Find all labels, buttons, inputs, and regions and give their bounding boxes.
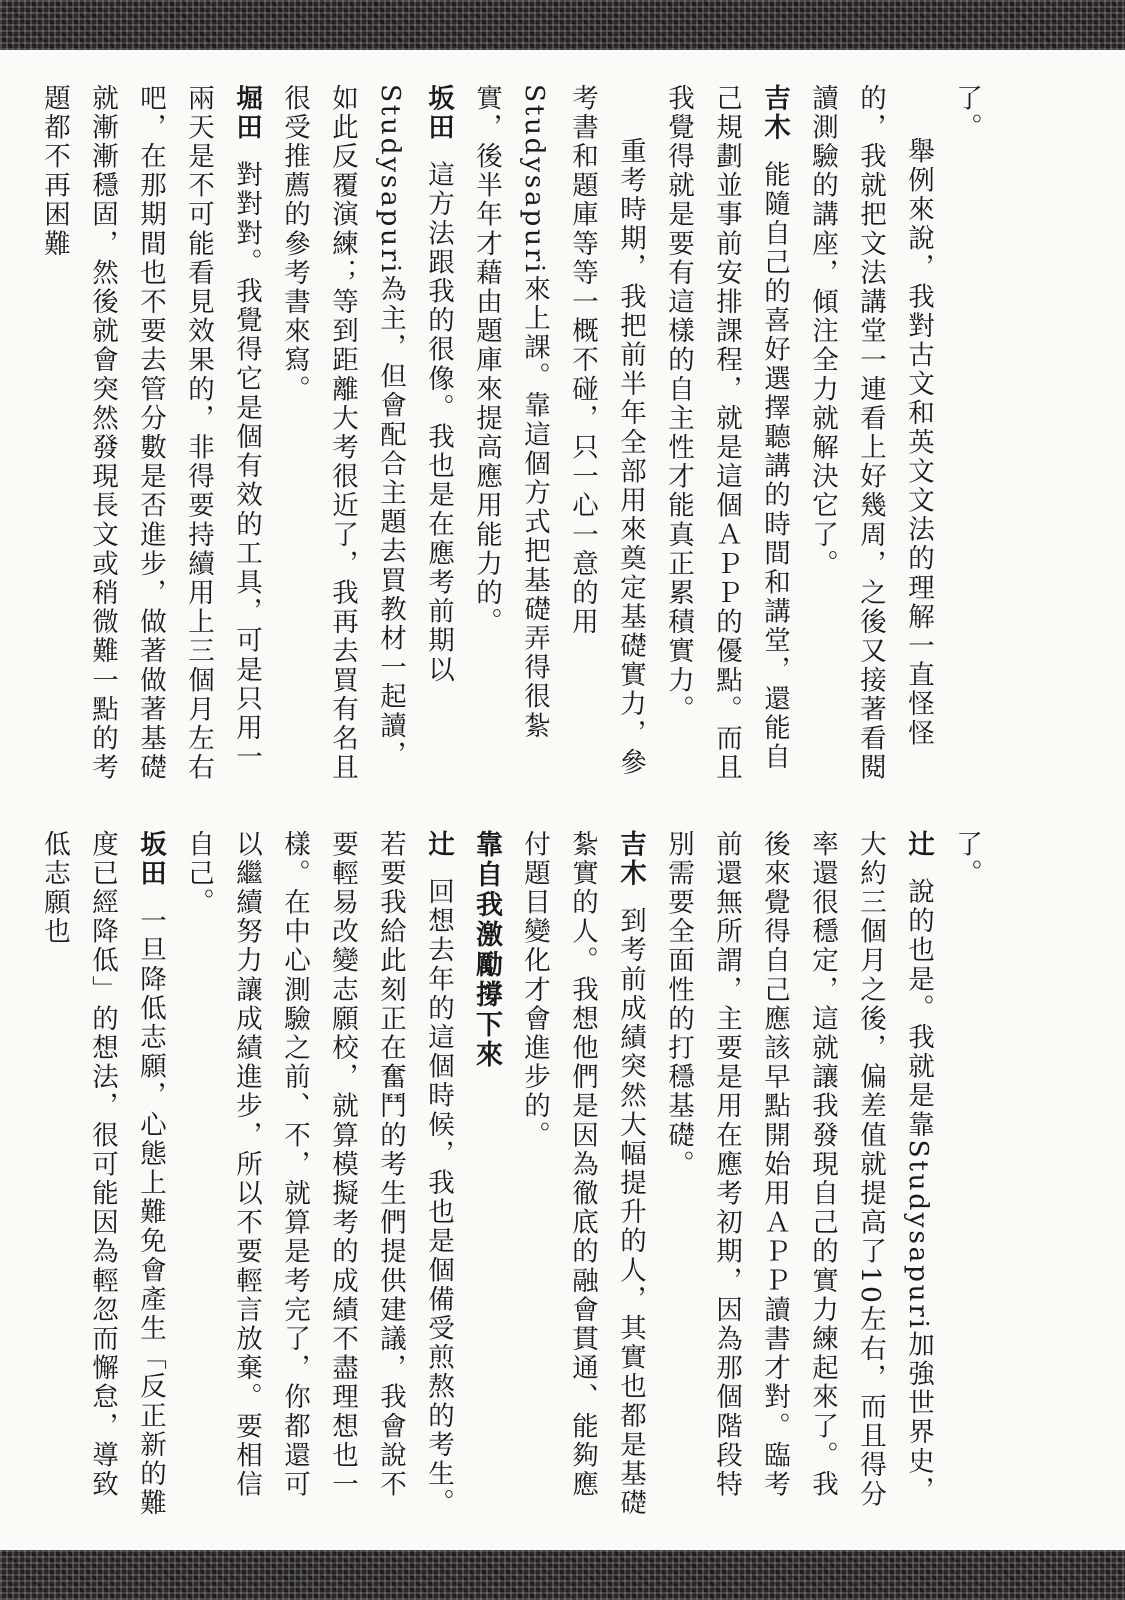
text-block-top [39, 84, 990, 784]
speaker-name: 坂田 [135, 830, 166, 889]
utterance-text: 一旦降低志願，心態上難免會產生「反正新的難度已經降低」的想法，很可能因為輕忽而懈怠，導致低志願也 [39, 830, 166, 1518]
utterance-text: 到考前成績突然大幅提升的人，其實也都是基礎紮實的人。我想他們是因為徹底的融會貫通、能夠應付題目變化才會進步的。 [519, 830, 646, 1518]
speaker-name: 辻 [903, 830, 934, 860]
speaker-name: 吉木 [615, 830, 646, 889]
utterance [654, 84, 798, 784]
utterance [654, 830, 942, 1520]
decorative-band-top [0, 0, 1125, 50]
utterance [30, 84, 270, 784]
paragraph: 了。 [951, 84, 982, 143]
utterance [30, 830, 174, 1520]
decorative-band-bottom [0, 1550, 1125, 1600]
text-block-bottom [39, 830, 990, 1520]
speaker-name: 坂田 [423, 84, 454, 143]
utterance [174, 830, 462, 1520]
section-heading: 靠自我激勵撐下來 [471, 830, 502, 1070]
speaker-name: 吉木 [759, 84, 790, 143]
paragraph: 重考時期，我把前半年全部用來奠定基礎實力，參考書和題庫等等一概不碰，只一心一意的用Studysapuri來上課。靠這個方式把基礎弄得很紮實，後半年才藉由題庫來提高應用能力的。 [471, 84, 646, 778]
utterance-text: 對對對。我覺得它是個有效的工具，可是只用一兩天是不可能看見效果的，非得要持續用上三個月左右吧，在那期間也不要去管分數是否進步，做著做著基礎就漸漸穩固，然後就會突然發現長文或稍微難一點的考題都不再困難 [39, 84, 262, 783]
utterance-text: 能隨自己的喜好選擇聽講的時間和講堂，還能自己規劃並事前安排課程，就是這個ＡＰＰ的優點。而且我覺得就是要有這樣的自主性才能真正累積實力。 [663, 84, 790, 783]
speaker-name: 辻 [423, 830, 454, 860]
paragraph: 了。 [951, 830, 982, 889]
utterance-text: 回想去年的這個時候，我也是個備受煎熬的考生。若要我給此刻正在奮鬥的考生們提供建議，我會說不要輕易改變志願校，就算模擬考的成績不盡理想也一樣。在中心測驗之前、不，就算是考完了，你都還可以繼續努力讓成績進步，所以不要輕言放棄。要相信自己。 [183, 830, 454, 1518]
paragraph: 舉例來說，我對古文和英文文法的理解一直怪怪的，我就把文法講堂一連看上好幾周，之後又接著看閱讀測驗的講座，傾注全力就解決它了。 [807, 84, 934, 783]
speaker-name: 堀田 [231, 84, 262, 143]
utterance [510, 830, 654, 1520]
utterance-text: 說的也是。我就是靠Studysapuri加強世界史，大約三個月之後，偏差值就提高了10左右，而且得分率還很穩定，這就讓我發現自己的實力練起來了。我後來覺得自己應該早點開始用ＡＰＰ讀書才對。臨考前還無所謂，主要是用在應考初期，因為那個階段特別需要全面性的打穩基礎。 [663, 830, 934, 1510]
utterance [270, 84, 462, 784]
utterance-text: 這方法跟我的很像。我也是在應考前期以Studysapuri為主，但會配合主題去買教材一起讀，如此反覆演練；等到距離大考很近了，我再去買有名且很受推薦的參考書來寫。 [279, 84, 454, 783]
